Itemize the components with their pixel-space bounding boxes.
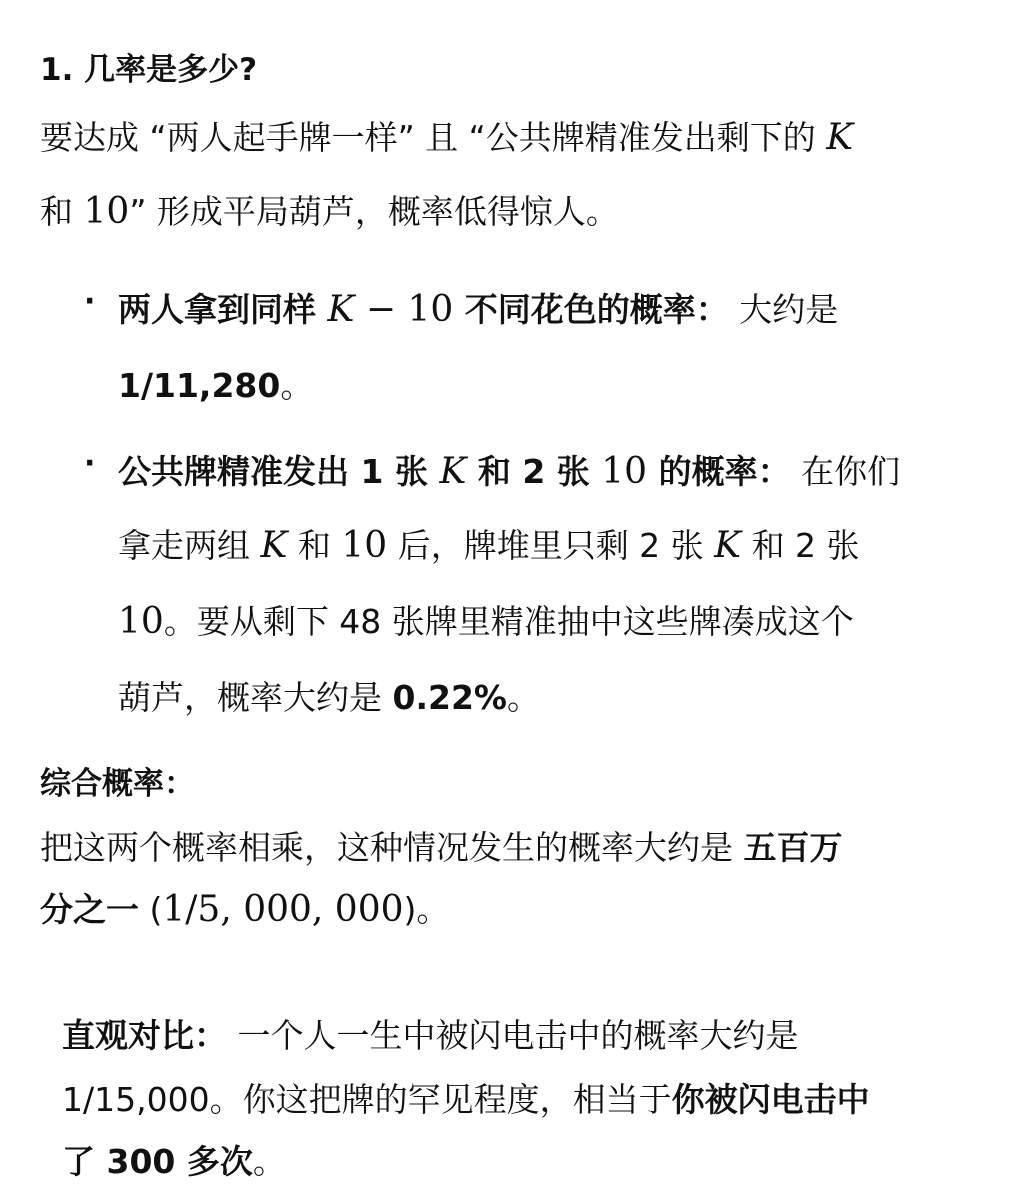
intro-text: 要达成 “两人起手牌一样” 且 “公共牌精准发出剩下的 <box>40 118 827 157</box>
math-10: 10 <box>341 525 388 566</box>
summary-bold: 分之一 <box>40 890 139 929</box>
intro-text: ” 形成平局葫芦，概率低得惊人。 <box>129 192 619 231</box>
bullet-bold: 公共牌精准发出 1 张 <box>118 452 440 491</box>
summary-text: ( <box>139 890 163 929</box>
comparison-text: 1/15,000。你这把牌的罕见程度，相当于 <box>62 1080 672 1119</box>
math-minus: − <box>354 289 408 330</box>
summary-text: )。 <box>403 890 450 929</box>
comparison-bold: 你被闪电击中 <box>671 1080 870 1119</box>
bullet-bold-value: 1/11,280 <box>118 366 281 405</box>
bullet-bold: 和 2 张 <box>466 452 602 491</box>
bullet-2-line-3 <box>118 596 854 643</box>
comparison-bold: 了 300 多次 <box>62 1142 253 1181</box>
section-title: 1. 几率是多少? <box>40 52 258 88</box>
math-k: K <box>826 117 854 158</box>
bullet-dot: · <box>84 446 96 481</box>
bullet-bold: 的概率： <box>647 452 791 491</box>
math-10: 10 <box>118 601 164 642</box>
math-k: K <box>260 525 288 566</box>
summary-title: 综合概率： <box>40 766 195 802</box>
bullet-text: 拿走两组 <box>118 526 261 565</box>
math-k: K <box>439 451 467 492</box>
bullet-1-line-1 <box>118 284 838 331</box>
comparison-line-2 <box>62 1074 870 1121</box>
bullet-text: 在你们 <box>790 452 901 491</box>
bullet-2-line-1 <box>118 446 900 493</box>
summary-text: 把这两个概率相乘，这种情况发生的概率大约是 <box>40 828 744 867</box>
comparison-label: 直观对比： <box>62 1016 227 1055</box>
comparison-line-3 <box>62 1136 286 1183</box>
comparison-line-1 <box>62 1010 799 1057</box>
comparison-text: 。 <box>252 1142 286 1181</box>
summary-line-1 <box>40 822 843 869</box>
intro-line-1 <box>40 112 853 159</box>
intro-line-2 <box>40 186 619 233</box>
intro-text: 和 <box>40 192 84 231</box>
bullet-text: 和 2 张 <box>741 526 860 565</box>
bullet-text: 大约是 <box>728 290 839 329</box>
bullet-bold: 两人拿到同样 <box>118 290 328 329</box>
summary-bold: 五百万 <box>743 828 843 867</box>
bullet-dot: · <box>84 284 96 319</box>
math-k: K <box>714 525 742 566</box>
bullet-2-line-4 <box>118 672 540 719</box>
bullet-text: 。 <box>507 678 540 717</box>
math-10: 10 <box>601 451 648 492</box>
bullet-2-line-2 <box>118 520 860 567</box>
bullet-text: 。要从剩下 48 张牌里精准抽中这些牌凑成这个 <box>163 602 854 641</box>
math-fraction: 1/5, 000, 000 <box>162 889 404 930</box>
summary-line-2 <box>40 884 449 931</box>
bullet-text: 。 <box>280 366 314 405</box>
bullet-text: 和 <box>287 526 342 565</box>
math-10: 10 <box>407 289 454 330</box>
bullet-text: 葫芦，概率大约是 <box>118 678 393 717</box>
bullet-1-line-2 <box>118 360 313 407</box>
math-k: K <box>327 289 355 330</box>
math-10: 10 <box>83 191 130 232</box>
bullet-bold: 不同花色的概率： <box>453 290 729 329</box>
comparison-text: 一个人一生中被闪电击中的概率大约是 <box>227 1016 799 1055</box>
bullet-bold-value: 0.22% <box>392 678 507 717</box>
bullet-text: 后，牌堆里只剩 2 张 <box>387 526 715 565</box>
